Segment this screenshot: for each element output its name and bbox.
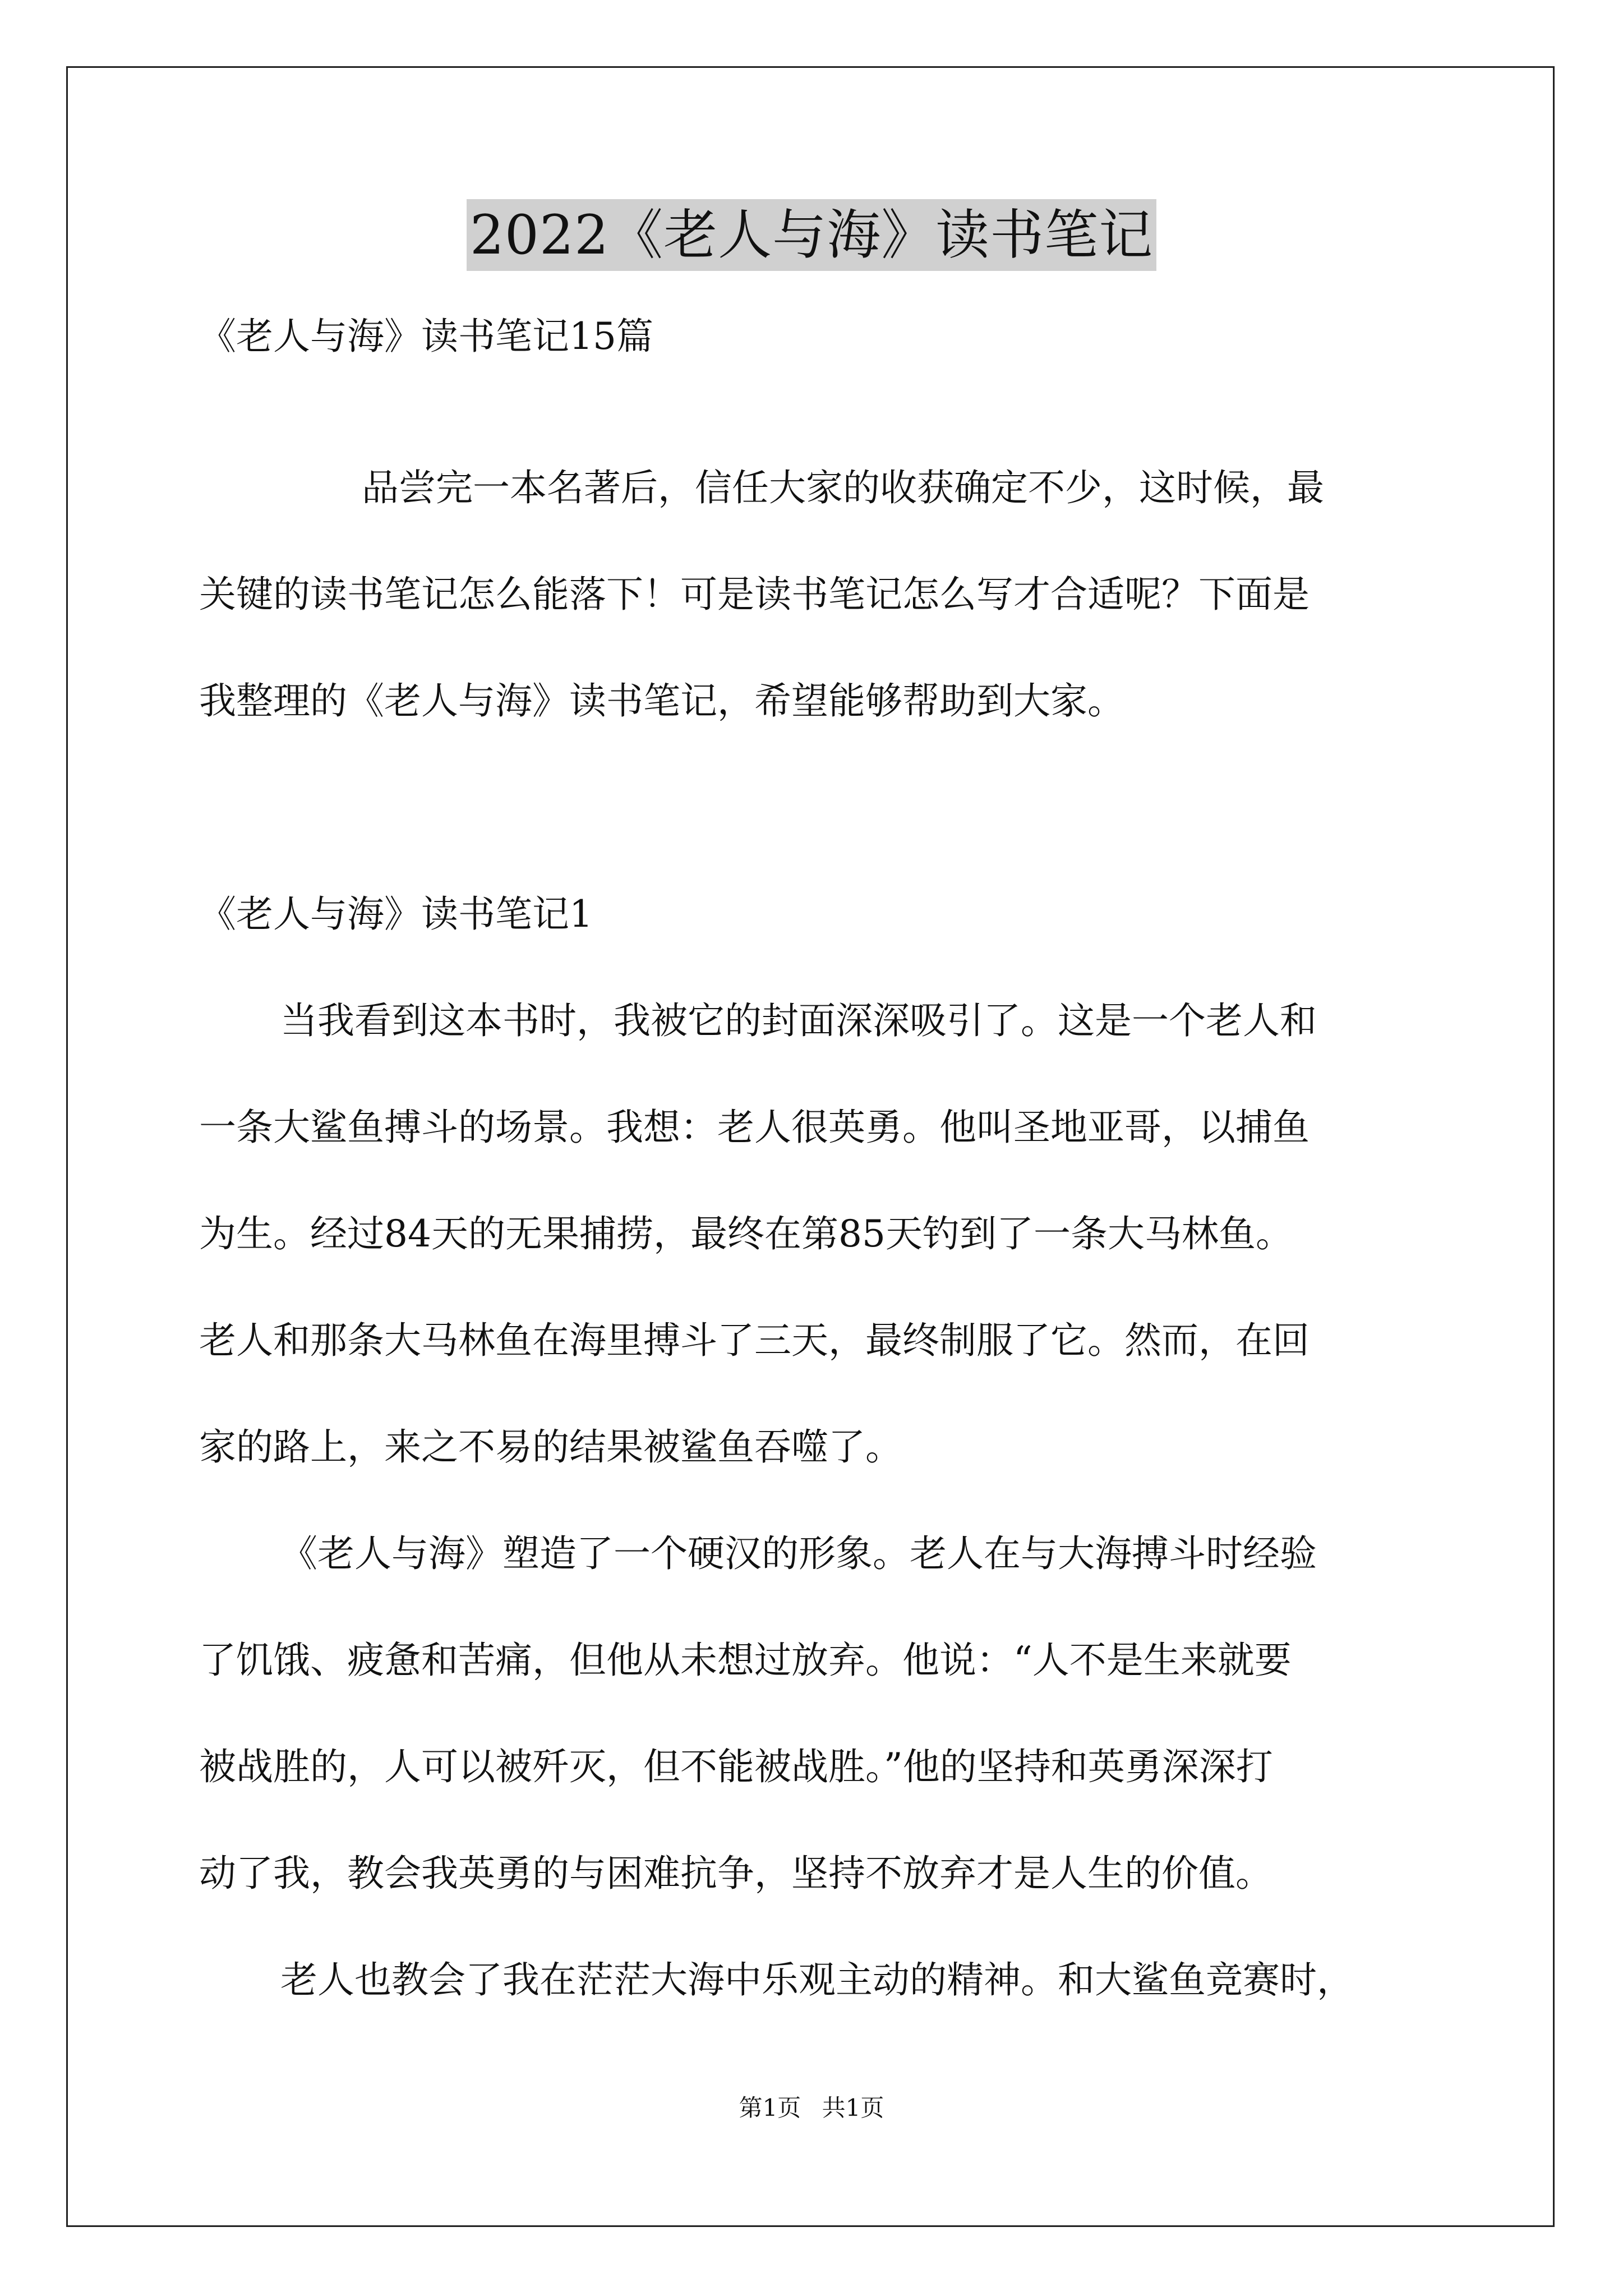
document-title: 2022《老人与海》读书笔记	[467, 199, 1156, 271]
page-total: 共1页	[822, 2094, 884, 2122]
paragraph-line: 老人也教会了我在茫茫大海中乐观主动的精神。和大鲨鱼竞赛时，	[280, 1958, 1354, 2001]
paragraph-line: 了饥饿、疲惫和苦痛，但他从未想过放弃。他说：“人不是生来就要	[199, 1639, 1292, 1682]
document-subtitle: 《老人与海》读书笔记15篇	[199, 315, 653, 358]
intro-line: 品尝完一本名著后，信任大家的收获确定不少，这时候，最	[362, 466, 1324, 509]
paragraph-line: 家的路上，来之不易的结果被鲨鱼吞噬了。	[199, 1425, 902, 1469]
intro-line: 关键的读书笔记怎么能落下！可是读书笔记怎么写才合适呢？下面是	[199, 573, 1310, 616]
section-heading: 《老人与海》读书笔记1	[199, 892, 593, 936]
page-number: 第1页	[739, 2094, 801, 2122]
page-footer	[0, 2092, 1623, 2124]
paragraph-line: 老人和那条大马林鱼在海里搏斗了三天，最终制服了它。然而，在回	[199, 1319, 1310, 1362]
paragraph-line: 为生。经过84天的无果捕捞，最终在第85天钓到了一条大马林鱼。	[199, 1212, 1293, 1255]
paragraph-line: 被战胜的，人可以被歼灭，但不能被战胜。”他的坚持和英勇深深打	[199, 1745, 1273, 1788]
intro-line: 我整理的《老人与海》读书笔记，希望能够帮助到大家。	[199, 679, 1124, 723]
paragraph-line: 《老人与海》塑造了一个硬汉的形象。老人在与大海搏斗时经验	[280, 1532, 1317, 1575]
paragraph-line: 一条大鲨鱼搏斗的场景。我想：老人很英勇。他叫圣地亚哥，以捕鱼	[199, 1106, 1310, 1149]
paragraph-line: 当我看到这本书时，我被它的封面深深吸引了。这是一个老人和	[280, 999, 1317, 1042]
paragraph-line: 动了我，教会我英勇的与困难抗争，坚持不放弃才是人生的价值。	[199, 1852, 1272, 1895]
title-container	[0, 199, 1623, 271]
